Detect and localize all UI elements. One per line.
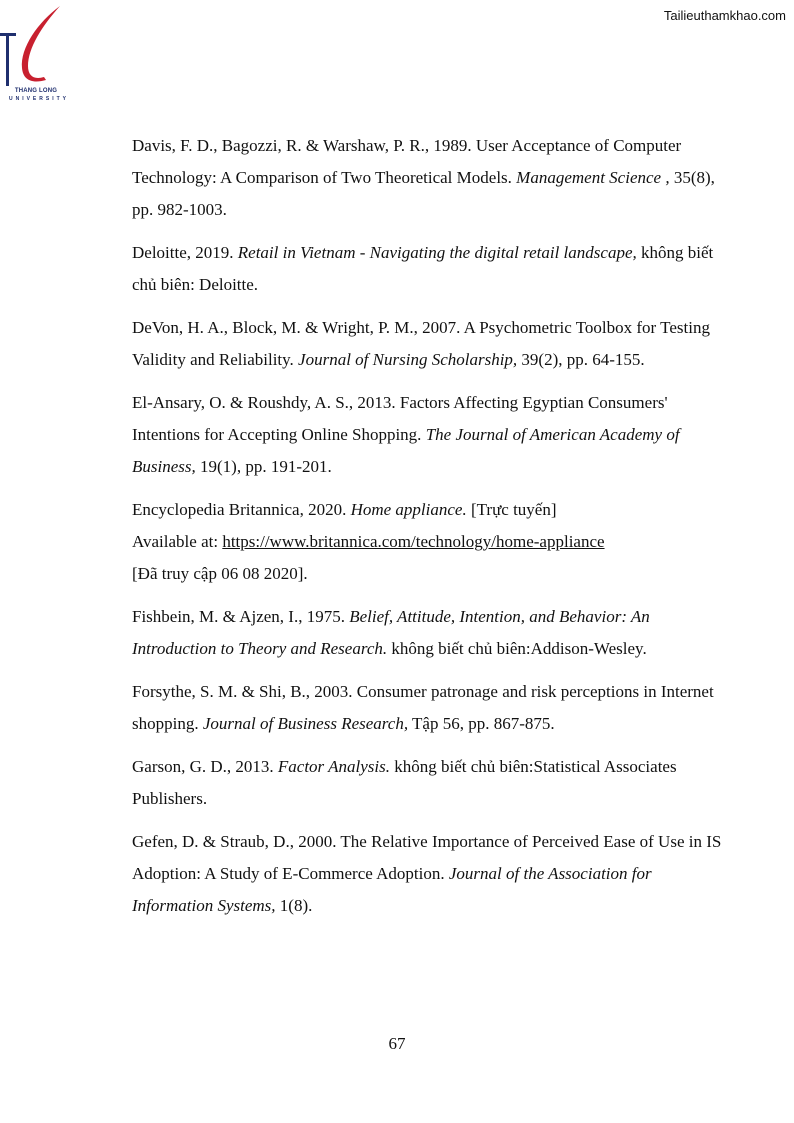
reference-davis: Davis, F. D., Bagozzi, R. & Warshaw, P. R., 1989. User Acceptance of Computer Technology: A Comparison of Two Theoretical Models. Management Science , 35(8), pp. 982-1003. (132, 136, 715, 219)
britannica-link[interactable]: https://www.britannica.com/technology/home-appliance (222, 532, 605, 551)
reference-list (132, 130, 722, 933)
reference-fishbein: Fishbein, M. & Ajzen, I., 1975. Belief, Attitude, Intention, and Behavior: An Introduction to Theory and Research. không biết chủ biên:Addison-Wesley. (132, 607, 650, 658)
reference-deloitte: Deloitte, 2019. Retail in Vietnam - Navigating the digital retail landscape, không biết chủ biên: Deloitte. (132, 243, 714, 294)
watermark-text: Tailieuthamkhao.com (663, 8, 786, 23)
reference-britannica: Encyclopedia Britannica, 2020. Home appliance. [Trực tuyến] Available at: https://www.britannica.com/technology/home-appliance [Đã truy cập 06 08 2020]. (132, 500, 605, 583)
reference-forsythe: Forsythe, S. M. & Shi, B., 2003. Consumer patronage and risk perceptions in Internet shopping. Journal of Business Research, Tập 56, pp. 867-875. (132, 682, 714, 733)
thang-long-logo-icon (0, 0, 80, 90)
logo-text-university: UNIVERSITY (8, 96, 69, 102)
reference-gefen: Gefen, D. & Straub, D., 2000. The Relative Importance of Perceived Ease of Use in IS Adoption: A Study of E-Commerce Adoption. Journal of the Association for Information Systems, 1(8). (132, 832, 722, 915)
reference-el-ansary: El-Ansary, O. & Roushdy, A. S., 2013. Factors Affecting Egyptian Consumers' Intentions for Accepting Online Shopping. The Journal of American Academy of Business, 19(1), pp. 191-201. (132, 393, 680, 476)
reference-garson: Garson, G. D., 2013. Factor Analysis. không biết chủ biên:Statistical Associates Publishers. (132, 757, 677, 808)
reference-devon: DeVon, H. A., Block, M. & Wright, P. M., 2007. A Psychometric Toolbox for Testing Validity and Reliability. Journal of Nursing Scholarship, 39(2), pp. 64-155. (132, 318, 710, 369)
logo-text-thang-long: THANG LONG (14, 88, 58, 94)
page-number: 67 (388, 1034, 406, 1053)
university-logo (0, 0, 80, 108)
